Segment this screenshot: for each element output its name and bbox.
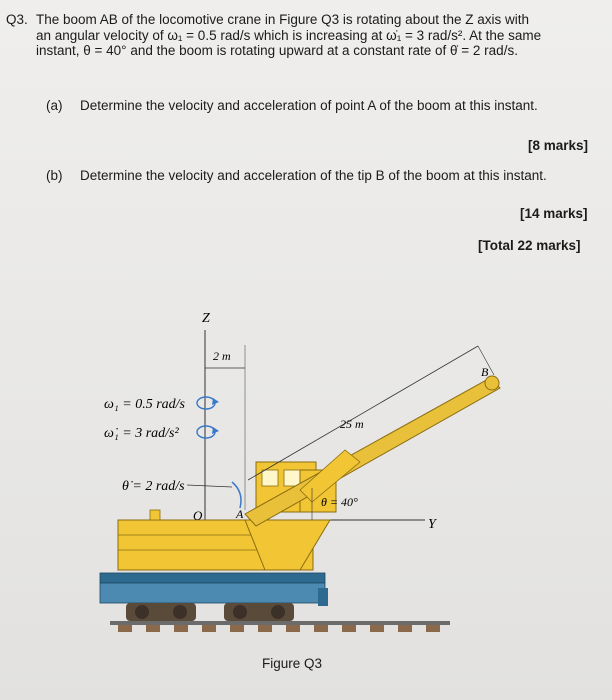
wheel-truck-front (126, 603, 196, 621)
rail (110, 621, 450, 625)
part-b-label: (b) (46, 168, 63, 183)
part-a-marks: [8 marks] (528, 138, 589, 153)
theta-dot-leader (187, 485, 232, 487)
y-axis-label: Y (428, 517, 436, 532)
question-text (36, 12, 606, 59)
crane-figure (0, 290, 612, 650)
point-a-label: A (236, 507, 244, 521)
boom-ab (245, 378, 500, 526)
part-b-marks: [14 marks] (520, 206, 588, 221)
omega-label: ω₁ = 0.5 rad/s (104, 397, 185, 412)
omega-dot-rotation-icon (197, 426, 219, 438)
total-marks: [Total 22 marks] (478, 238, 581, 253)
question-line: The boom AB of the locomotive crane in Figure Q3 is rotating about the Z axis with (36, 12, 530, 27)
point-b-label: B (481, 365, 489, 379)
offset-label: 2 m (213, 349, 231, 363)
question-line: instant, θ = 40° and the boom is rotating upward at a constant rate of θ̇ = 2 rad/s. (36, 43, 518, 58)
coupler (318, 588, 328, 606)
theta-dot-arrow-icon (232, 482, 241, 508)
theta-dot-label: θ̇ = 2 rad/s (122, 479, 185, 494)
point-o-label: O (193, 508, 203, 523)
boom-length-label: 25 m (340, 417, 364, 431)
theta-label: θ = 40° (321, 495, 358, 509)
wheel-truck-rear (224, 603, 294, 621)
figure-caption: Figure Q3 (262, 656, 323, 671)
part-b-text: Determine the velocity and acceleration of the tip B of the boom at this instant. (80, 168, 547, 183)
question-line: an angular velocity of ω₁ = 0.5 rad/s which is increasing at ω̇₁ = 3 rad/s². At the same (36, 27, 542, 43)
question-number: Q3. (6, 12, 28, 27)
rail-ties (118, 625, 440, 632)
chassis-beam (100, 583, 325, 603)
part-a-text: Determine the velocity and acceleration of point A of the boom at this instant. (80, 98, 538, 113)
z-axis-label: Z (202, 311, 210, 326)
part-a-label: (a) (46, 98, 63, 113)
omega-rotation-icon (197, 397, 219, 409)
chassis-frame (100, 573, 325, 583)
omega-dot-label: ω̇₁ = 3 rad/s² (104, 426, 179, 441)
